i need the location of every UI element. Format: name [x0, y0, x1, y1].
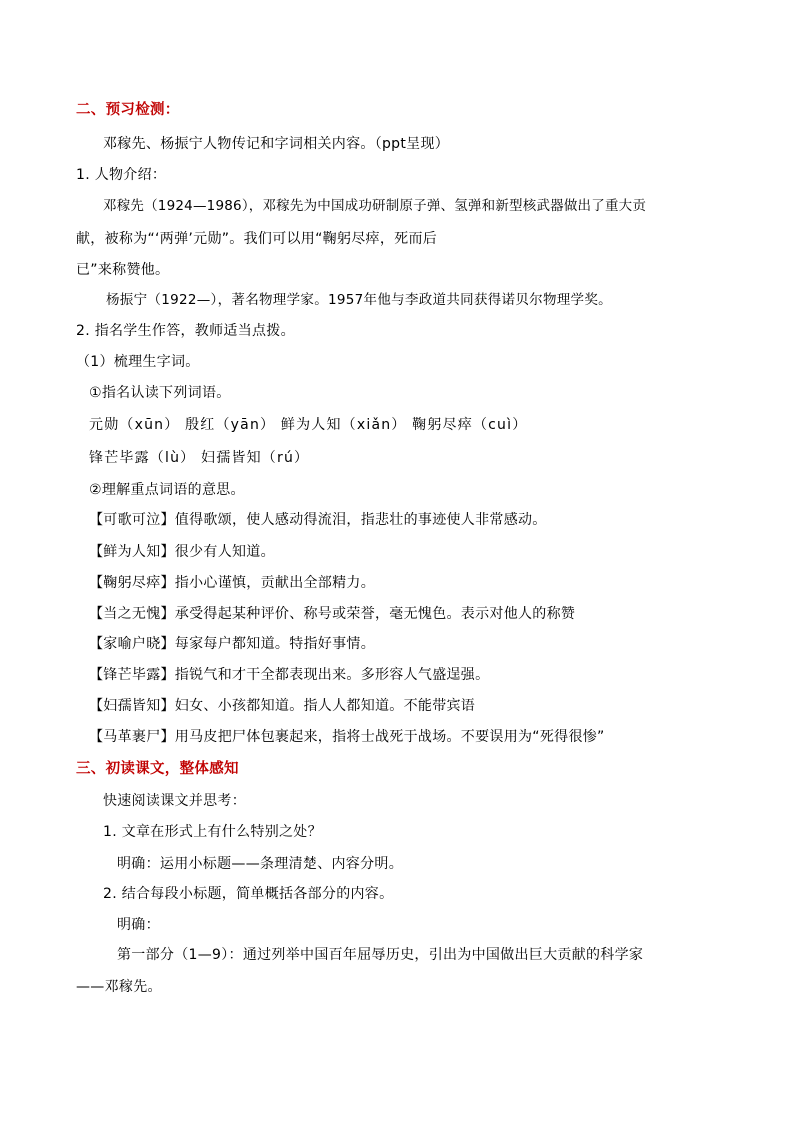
- vocab-item: 【马革裹尸】用马皮把尸体包裹起来，指将士战死于战场。不要误用为“死得很惨”: [89, 729, 605, 745]
- sub-1-title: （1）梳理生字词。: [76, 354, 200, 370]
- item-2-title: 2. 指名学生作答，教师适当点拨。: [76, 323, 295, 339]
- pinyin-line-2: 锋芒毕露（lù） 妇孺皆知（rú）: [89, 450, 310, 466]
- section-3-heading: 三、初读课文，整体感知: [76, 761, 239, 777]
- vocab-item: 【鞠躬尽瘁】指小心谨慎，贡献出全部精力。: [89, 575, 375, 591]
- answer-1: 明确：运用小标题——条理清楚、内容分明。: [117, 856, 403, 872]
- read-words-title: ①指名认读下列词语。: [89, 385, 231, 401]
- yang-intro: 杨振宁（1922—），著名物理学家。1957年他与李政道共同获得诺贝尔物理学奖。: [106, 292, 612, 308]
- pinyin-line-1: 元勋（xūn） 殷红（yān） 鲜为人知（xiǎn） 鞠躬尽瘁（cuì）: [89, 417, 528, 433]
- deng-intro-line-3: 已”来称赞他。: [76, 262, 170, 278]
- answer-2-label: 明确：: [117, 917, 160, 933]
- vocab-item: 【可歌可泣】值得歌颂，使人感动得流泪，指悲壮的事迹使人非常感动。: [89, 512, 547, 528]
- vocab-item: 【妇孺皆知】妇女、小孩都知道。指人人都知道。不能带宾语: [89, 698, 476, 714]
- vocab-item: 【鲜为人知】很少有人知道。: [89, 544, 275, 560]
- part-1-line-2: ——邓稼先。: [76, 979, 162, 995]
- question-1: 1. 文章在形式上有什么特别之处？: [103, 824, 322, 840]
- vocab-item: 【当之无愧】承受得起某种评价、称号或荣誉，毫无愧色。表示对他人的称赞: [89, 606, 576, 622]
- vocab-item: 【锋芒毕露】指锐气和才干全都表现出来。多形容人气盛逞强。: [89, 667, 490, 683]
- question-2: 2. 结合每段小标题，简单概括各部分的内容。: [103, 886, 394, 902]
- item-1-title: 1. 人物介绍：: [76, 167, 167, 183]
- vocab-item: 【家喻户晓】每家每户都知道。特指好事情。: [89, 636, 375, 652]
- deng-intro-line-2: 献，被称为“‘两弹’元勋”。我们可以用“鞠躬尽瘁，死而后: [76, 231, 438, 247]
- section-3-task: 快速阅读课文并思考：: [103, 793, 246, 809]
- section-2-heading: 二、预习检测：: [76, 102, 180, 118]
- part-1-line-1: 第一部分（1—9）：通过列举中国百年屈辱历史，引出为中国做出巨大贡献的科学家: [117, 947, 644, 963]
- understand-words-title: ②理解重点词语的意思。: [89, 482, 245, 498]
- section-2-intro: 邓稼先、杨振宁人物传记和字词相关内容。（ppt呈现）: [103, 136, 450, 152]
- deng-intro-line-1: 邓稼先（1924—1986），邓稼先为中国成功研制原子弹、氢弹和新型核武器做出了重大贡: [103, 198, 647, 214]
